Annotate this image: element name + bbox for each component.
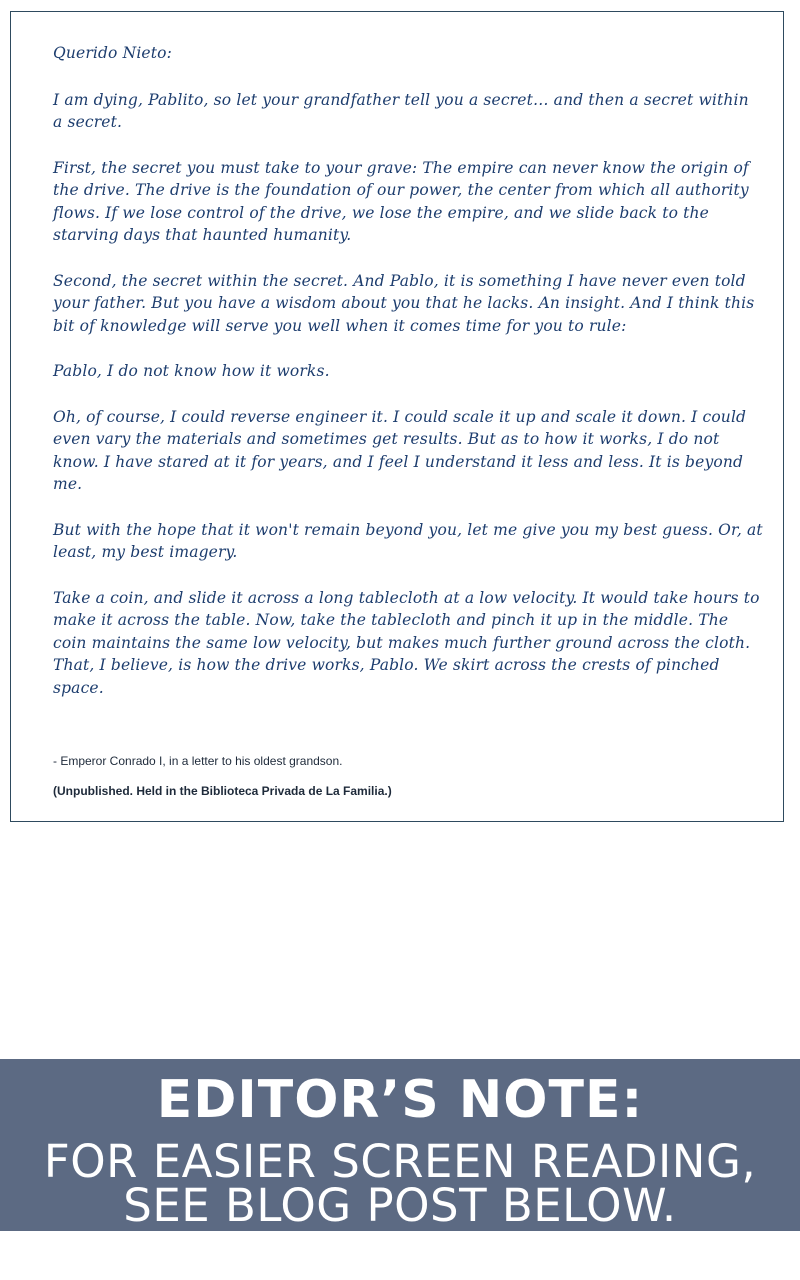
letter-paragraph-1: I am dying, Pablito, so let your grandfather tell you a secret… and then a secret within a secret.	[53, 90, 749, 131]
attribution	[53, 753, 753, 813]
letter-salutation: Querido Nieto:	[53, 44, 172, 62]
letter-paragraph-3: Second, the secret within the secret. And Pablo, it is something I have never even told your father. But you have a wisdom about you that he lacks. An insight. And I think this bit of knowledge will serve you well when it comes time for you to rule:	[53, 271, 755, 335]
letter-paragraph-4: Pablo, I do not know how it works.	[53, 362, 330, 380]
letter-paragraph-6: But with the hope that it won't remain beyond you, let me give you my best guess. Or, at least, my best imagery.	[53, 520, 763, 561]
letter-body	[53, 42, 763, 722]
letter-paragraph-7: Take a coin, and slide it across a long tablecloth at a low velocity. It would take hours to make it across the table. Now, take the tablecloth and pinch it up in the middle. The coin maintains the same low velocity, but makes much further ground across the cloth. That, I believe, is how the drive works, Pablo. We skirt across the crests of pinched space.	[53, 588, 760, 697]
editor-note-line-2: SEE BLOG POST BELOW.	[123, 1179, 677, 1232]
editor-note-line-1: FOR EASIER SCREEN READING,	[43, 1135, 757, 1188]
attribution-held: (Unpublished. Held in the Biblioteca Privada de La Familia.)	[53, 784, 392, 798]
editor-note-banner	[0, 1059, 800, 1231]
letter-frame	[10, 11, 784, 822]
letter-paragraph-2: First, the secret you must take to your grave: The empire can never know the origin of the drive. The drive is the foundation of our power, the center from which all authority flows. If we lose control of the drive, we lose the empire, and we slide back to the starving days that haunted humanity.	[53, 158, 749, 244]
letter-paragraph-5: Oh, of course, I could reverse engineer it. I could scale it up and scale it down. I could even vary the materials and sometimes get results. But as to how it works, I do not know. I have stared at it for years, and I feel I understand it less and less. It is beyond me.	[53, 407, 747, 493]
editor-note-title: EDITOR’S NOTE:	[156, 1070, 644, 1130]
attribution-source: - Emperor Conrado I, in a letter to his oldest grandson.	[53, 754, 343, 768]
